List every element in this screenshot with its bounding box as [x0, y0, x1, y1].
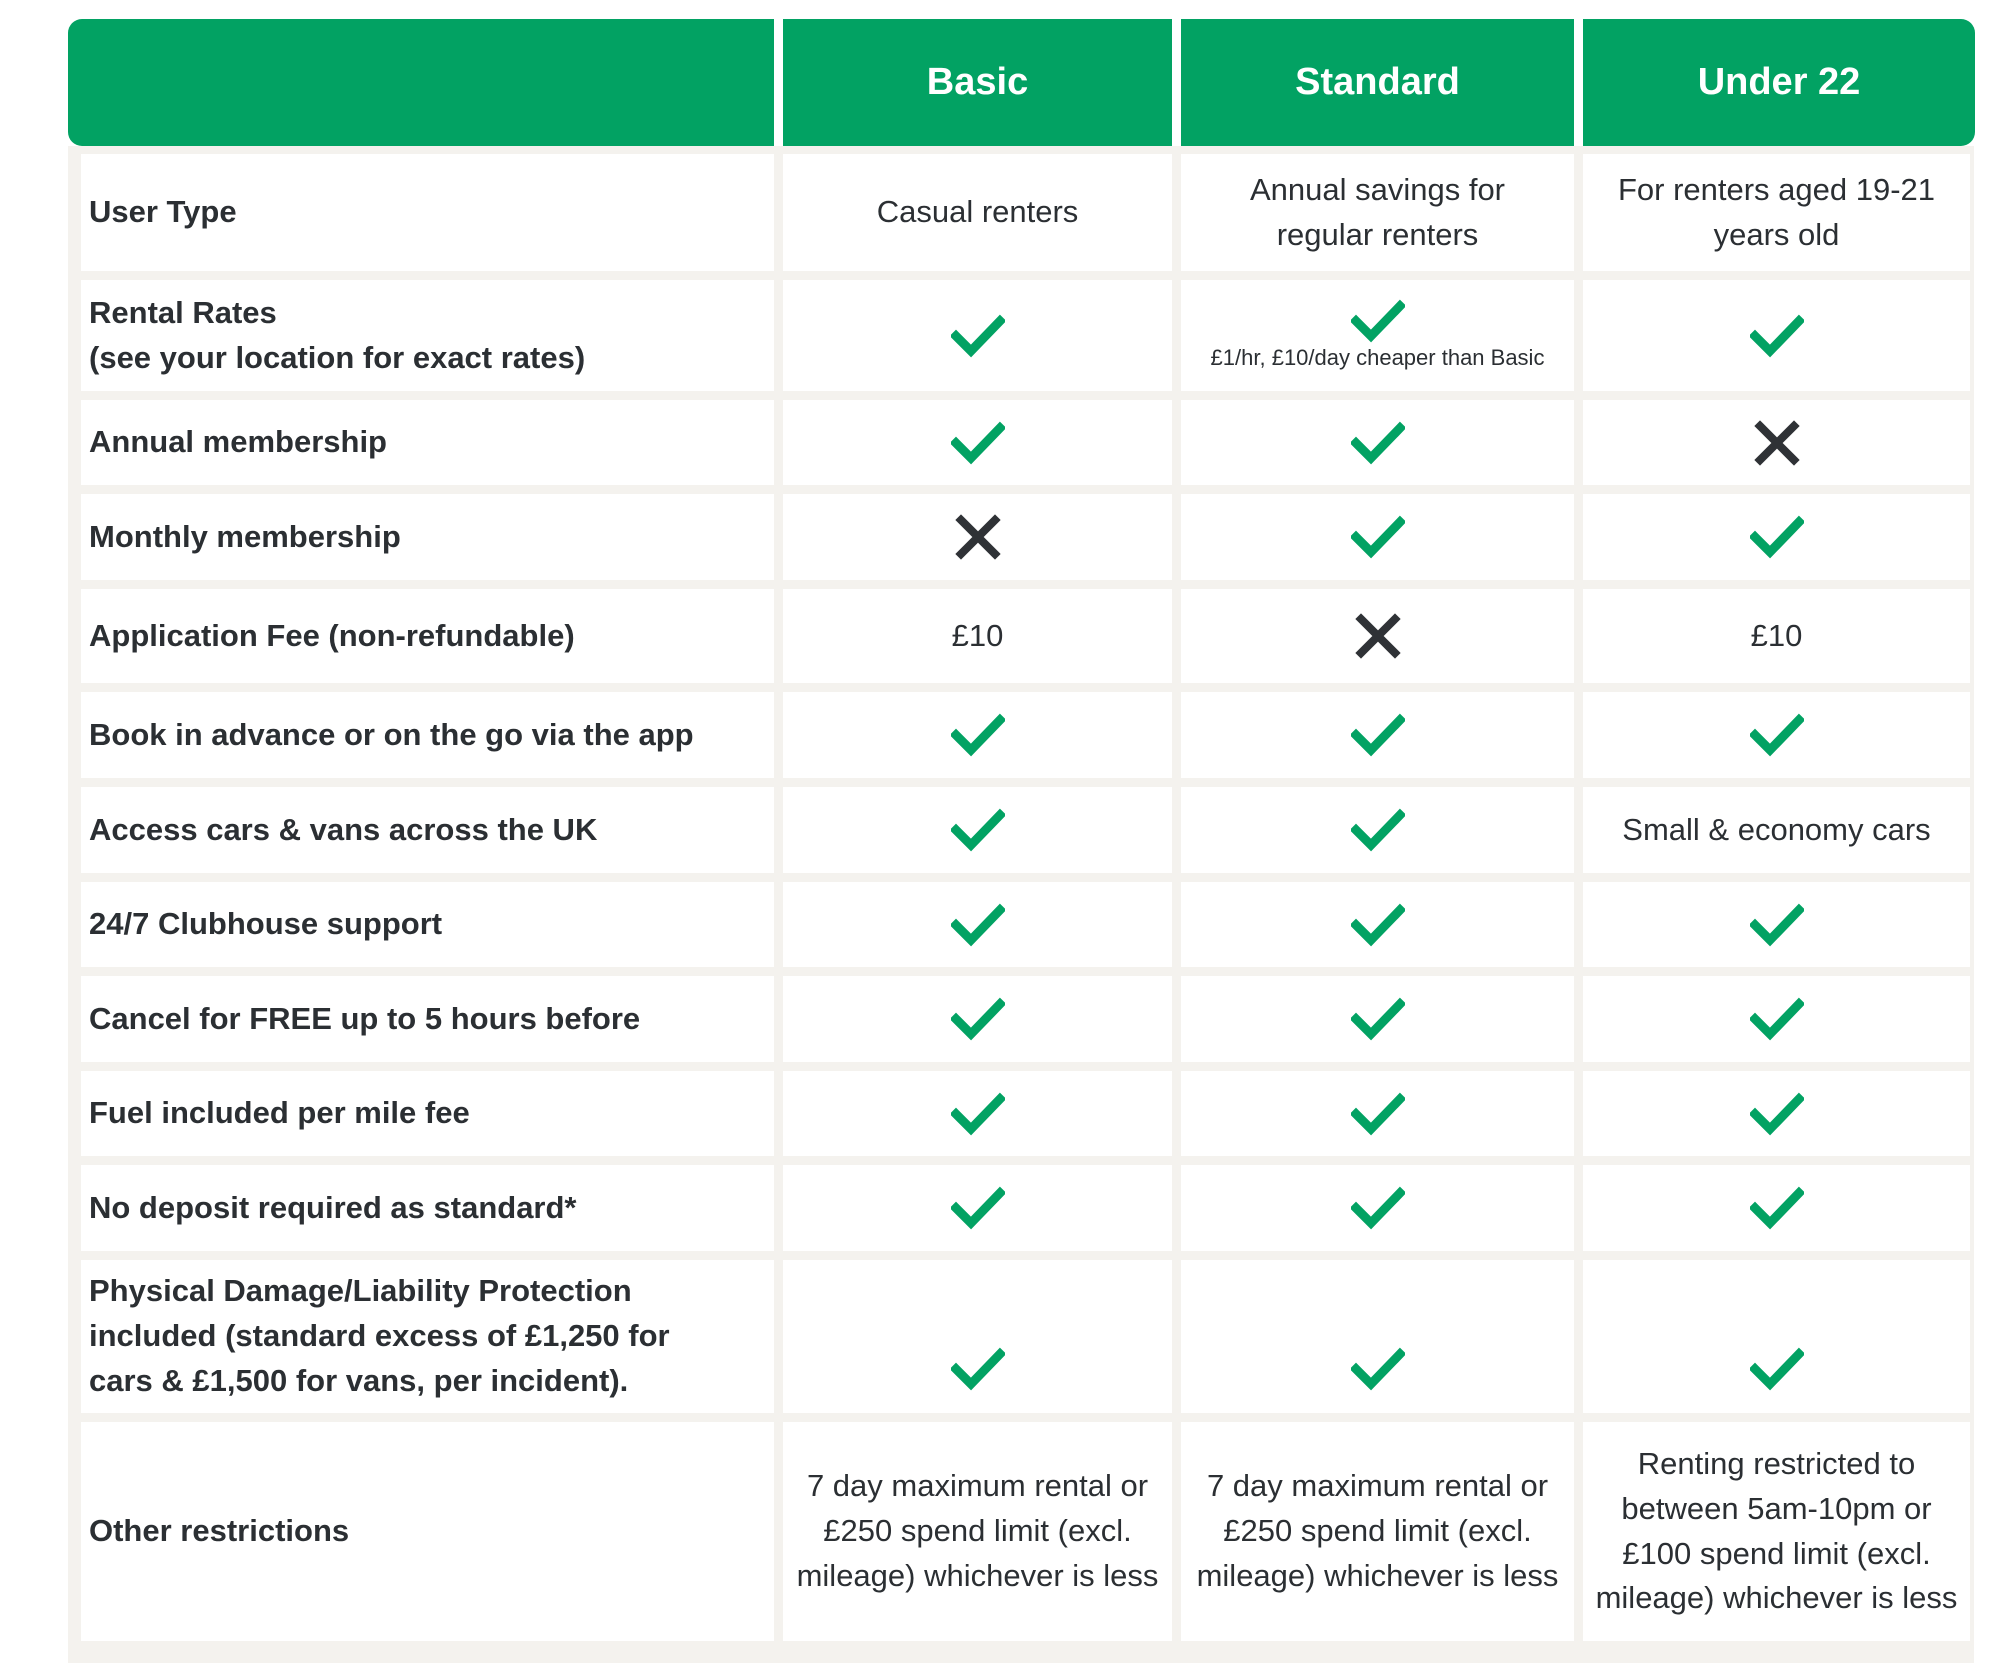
basic-value	[783, 400, 1172, 485]
check-icon	[951, 903, 1005, 947]
table-row	[81, 692, 1962, 778]
comparison-table	[68, 19, 1974, 1663]
basic-value	[783, 1260, 1172, 1413]
check-icon	[1351, 1347, 1405, 1391]
check-icon	[951, 997, 1005, 1041]
standard-value	[1181, 400, 1574, 485]
check-icon	[951, 713, 1005, 757]
standard-value	[1181, 1165, 1574, 1251]
check-icon	[1351, 903, 1405, 947]
under22-value: Small & economy cars	[1583, 787, 1970, 873]
under22-value	[1583, 1422, 1970, 1641]
standard-restriction-line: £250 spend limit (excl.	[1223, 1513, 1532, 1549]
check-icon	[1351, 1092, 1405, 1136]
row-label-line: included (standard excess of £1,250 for	[89, 1318, 670, 1354]
standard-value: Annual savings for regular renters	[1181, 154, 1574, 271]
row-label: Other restrictions	[81, 1422, 774, 1641]
under22-restriction-line: between 5am-10pm or	[1621, 1490, 1932, 1526]
header-corner	[68, 19, 774, 146]
under22-value	[1583, 1165, 1970, 1251]
basic-value	[783, 1165, 1172, 1251]
under22-value	[1583, 692, 1970, 778]
row-label: Application Fee (non-refundable)	[81, 589, 774, 683]
row-label: User Type	[81, 154, 774, 271]
check-icon	[1750, 713, 1804, 757]
cross-icon	[1754, 420, 1800, 466]
row-label: Cancel for FREE up to 5 hours before	[81, 976, 774, 1062]
cross-icon	[955, 514, 1001, 560]
basic-value	[783, 1422, 1172, 1641]
under22-value	[1583, 976, 1970, 1062]
check-icon	[1750, 314, 1804, 358]
row-label: Annual membership	[81, 400, 774, 485]
check-icon	[1750, 997, 1804, 1041]
row-label: 24/7 Clubhouse support	[81, 882, 774, 967]
under22-value	[1583, 400, 1970, 485]
under22-value: For renters aged 19-21 years old	[1583, 154, 1970, 271]
table-row	[81, 976, 1962, 1062]
table-row	[81, 400, 1962, 485]
under22-restriction-line: £100 spend limit (excl.	[1622, 1535, 1931, 1571]
table-row	[81, 1260, 1962, 1413]
standard-value	[1181, 589, 1574, 683]
header-standard: Standard	[1181, 19, 1574, 146]
check-icon	[1351, 299, 1405, 343]
basic-value	[783, 882, 1172, 967]
table-row	[81, 589, 1962, 683]
under22-value	[1583, 494, 1970, 580]
table-row	[81, 1071, 1962, 1156]
row-label: No deposit required as standard*	[81, 1165, 774, 1251]
row-label	[81, 1260, 774, 1413]
table-row	[81, 154, 1962, 271]
check-icon	[951, 1092, 1005, 1136]
basic-value	[783, 976, 1172, 1062]
basic-restriction-line: mileage) whichever is less	[796, 1557, 1159, 1593]
check-icon	[1750, 515, 1804, 559]
standard-value	[1181, 1422, 1574, 1641]
check-icon	[951, 1347, 1005, 1391]
check-icon	[1750, 1092, 1804, 1136]
check-icon	[1351, 1186, 1405, 1230]
row-label-line: Rental Rates	[89, 294, 277, 330]
under22-value	[1583, 1071, 1970, 1156]
check-icon	[1351, 997, 1405, 1041]
check-icon	[951, 808, 1005, 852]
check-icon	[1351, 713, 1405, 757]
standard-value	[1181, 280, 1574, 391]
standard-value	[1181, 692, 1574, 778]
row-label: Access cars & vans across the UK	[81, 787, 774, 873]
row-label: Monthly membership	[81, 494, 774, 580]
basic-value	[783, 692, 1172, 778]
standard-value	[1181, 1071, 1574, 1156]
basic-value: Casual renters	[783, 154, 1172, 271]
row-label	[81, 280, 774, 391]
table-body	[68, 146, 1974, 1663]
standard-rate-note: £1/hr, £10/day cheaper than Basic	[1210, 345, 1545, 371]
basic-value	[783, 280, 1172, 391]
check-icon	[951, 421, 1005, 465]
row-label-line: (see your location for exact rates)	[89, 339, 586, 375]
standard-restriction-line: mileage) whichever is less	[1196, 1557, 1559, 1593]
basic-value: £10	[783, 589, 1172, 683]
check-icon	[1351, 421, 1405, 465]
table-row	[81, 494, 1962, 580]
basic-value	[783, 787, 1172, 873]
table-row	[81, 882, 1962, 967]
check-icon	[951, 1186, 1005, 1230]
basic-restriction-line: £250 spend limit (excl.	[823, 1513, 1132, 1549]
cross-icon	[1355, 613, 1401, 659]
under22-restriction-line: Renting restricted to	[1637, 1445, 1916, 1481]
table-row	[81, 1422, 1962, 1641]
basic-value	[783, 1071, 1172, 1156]
standard-value	[1181, 494, 1574, 580]
check-icon	[1750, 903, 1804, 947]
row-label: Fuel included per mile fee	[81, 1071, 774, 1156]
basic-restriction-line: 7 day maximum rental or	[806, 1468, 1149, 1504]
table-row	[81, 1165, 1962, 1251]
row-label: Book in advance or on the go via the app	[81, 692, 774, 778]
basic-value	[783, 494, 1172, 580]
under22-value: £10	[1583, 589, 1970, 683]
under22-value	[1583, 882, 1970, 967]
check-icon	[951, 314, 1005, 358]
check-icon	[1351, 808, 1405, 852]
table-row	[81, 280, 1962, 391]
table-row	[81, 787, 1962, 873]
standard-value	[1181, 1260, 1574, 1413]
standard-value	[1181, 787, 1574, 873]
check-icon	[1351, 515, 1405, 559]
check-icon	[1750, 1186, 1804, 1230]
table-header	[68, 19, 1974, 146]
standard-restriction-line: 7 day maximum rental or	[1206, 1468, 1549, 1504]
under22-value	[1583, 1260, 1970, 1413]
header-under-22: Under 22	[1583, 19, 1975, 146]
standard-value	[1181, 882, 1574, 967]
standard-value	[1181, 976, 1574, 1062]
under22-value	[1583, 280, 1970, 391]
header-basic: Basic	[783, 19, 1172, 146]
check-icon	[1750, 1347, 1804, 1391]
under22-restriction-line: mileage) whichever is less	[1595, 1580, 1958, 1616]
row-label-line: Physical Damage/Liability Protection	[89, 1273, 632, 1309]
row-label-line: cars & £1,500 for vans, per incident).	[89, 1362, 629, 1398]
